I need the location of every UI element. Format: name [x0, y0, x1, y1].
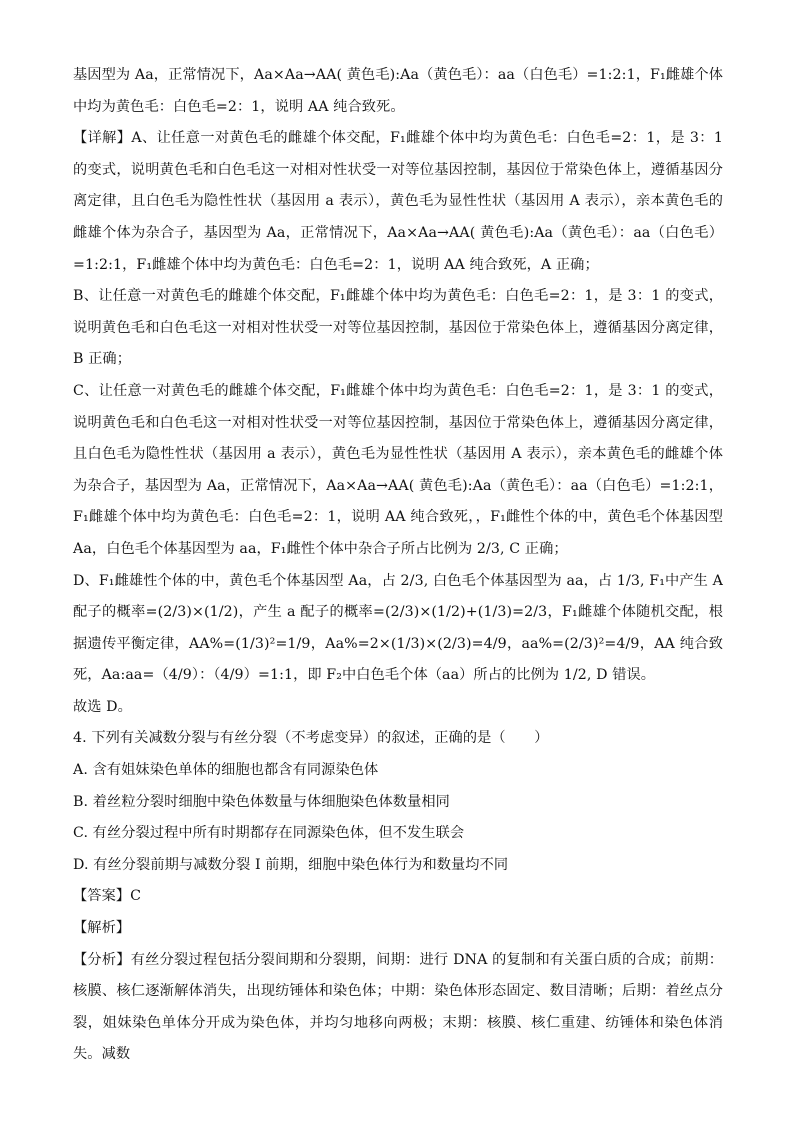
conclusion-line: 故选 D。: [73, 698, 132, 715]
option-a: A. 含有姐妹染色单体的细胞也都含有同源染色体: [73, 762, 379, 779]
analysis-paragraph: 【分析】有丝分裂过程包括分裂间期和分裂期，间期：进行 DNA 的复制和有关蛋白质的合成；前期：核膜、核仁逐渐解体消失，出现纺锤体和染色体；中期：染色体形态固定、数目清晰；后期：着丝点分裂，姐妹染色单体分开成为染色体，并均匀地移向两极；末期：核膜、核仁重建、纺锤体和染色体消失。减数: [73, 951, 723, 1063]
option-c: C. 有丝分裂过程中所有时期都存在同源染色体，但不发生联会: [73, 825, 465, 842]
analysis-heading: 【解析】: [73, 920, 131, 937]
option-b: B. 着丝粒分裂时细胞中染色体数量与体细胞染色体数量相同: [73, 793, 450, 810]
paragraph-continuation: 基因型为 Aa，正常情况下，Aa×Aa→AA( 黄色毛):Aa（黄色毛）：aa（白色毛）=1:2:1，F₁雌雄个体中均为黄色毛：白色毛=2：1，说明 AA 纯合致死。: [73, 67, 723, 115]
question-4-stem: 4. 下列有关减数分裂与有丝分裂（不考虑变异）的叙述，正确的是（ ）: [73, 730, 549, 747]
paragraph-detail-c: C、让任意一对黄色毛的雌雄个体交配，F₁雌雄个体中均为黄色毛：白色毛=2：1，是 3：1 的变式，说明黄色毛和白色毛这一对相对性状受一对等位基因控制，基因位于常染色体上，遵循基因分离定律，且白色毛为隐性性状（基因用 a 表示），黄色毛为显性性状（基因用 A 表示），亲本黄色毛的雌雄个体为杂合子，基因型为 Aa，正常情况下，Aa×Aa→AA( 黄色毛):Aa（黄色毛）：aa（白色毛）=1:2:1，F₁雌雄个体中均为黄色毛：白色毛=2：1，说明 AA 纯合致死，，F₁雌性个体的中，黄色毛个体基因型 Aa，白色毛个体基因型为 aa，F₁雌性个体中杂合子所占比例为 2/3, C 正确；: [73, 382, 723, 557]
page-content: [73, 60, 723, 1071]
answer-line: 【答案】C: [73, 888, 142, 905]
paragraph-detail-d: D、F₁雌雄性个体的中，黄色毛个体基因型 Aa，占 2/3, 白色毛个体基因型为 aa，占 1/3, F₁中产生 A 配子的概率=(2/3)×(1/2)，产生 a 配子的概率=(2/3)×(1/2)+(1/3)=2/3，F₁雌雄个体随机交配，根据遗传平衡定律，AA%=(1/3)²=1/9，Aa%=2×(1/3)×(2/3)=4/9，aa%=(2/3)²=4/9，AA 纯合致死，Aa:aa=（4/9）：（4/9）=1:1，即 F₂中白色毛个体（aa）所占的比例为 1/2, D 错误。: [73, 572, 723, 684]
option-d: D. 有丝分裂前期与减数分裂 I 前期，细胞中染色体行为和数量均不同: [73, 856, 509, 873]
paragraph-detail-b: B、让任意一对黄色毛的雌雄个体交配，F₁雌雄个体中均为黄色毛：白色毛=2：1，是 3：1 的变式，说明黄色毛和白色毛这一对相对性状受一对等位基因控制，基因位于常染色体上，遵循基因分离定律，B 正确；: [73, 288, 723, 368]
paragraph-detail-a: 【详解】A、让任意一对黄色毛的雌雄个体交配，F₁雌雄个体中均为黄色毛：白色毛=2：1，是 3：1 的变式，说明黄色毛和白色毛这一对相对性状受一对等位基因控制，基因位于常染色体上，遵循基因分离定律，且白色毛为隐性性状（基因用 a 表示），黄色毛为显性性状（基因用 A 表示），亲本黄色毛的雌雄个体为杂合子，基因型为 Aa，正常情况下，Aa×Aa→AA( 黄色毛):Aa（黄色毛）：aa（白色毛）=1:2:1，F₁雌雄个体中均为黄色毛：白色毛=2：1，说明 AA 纯合致死，A 正确；: [73, 130, 723, 273]
